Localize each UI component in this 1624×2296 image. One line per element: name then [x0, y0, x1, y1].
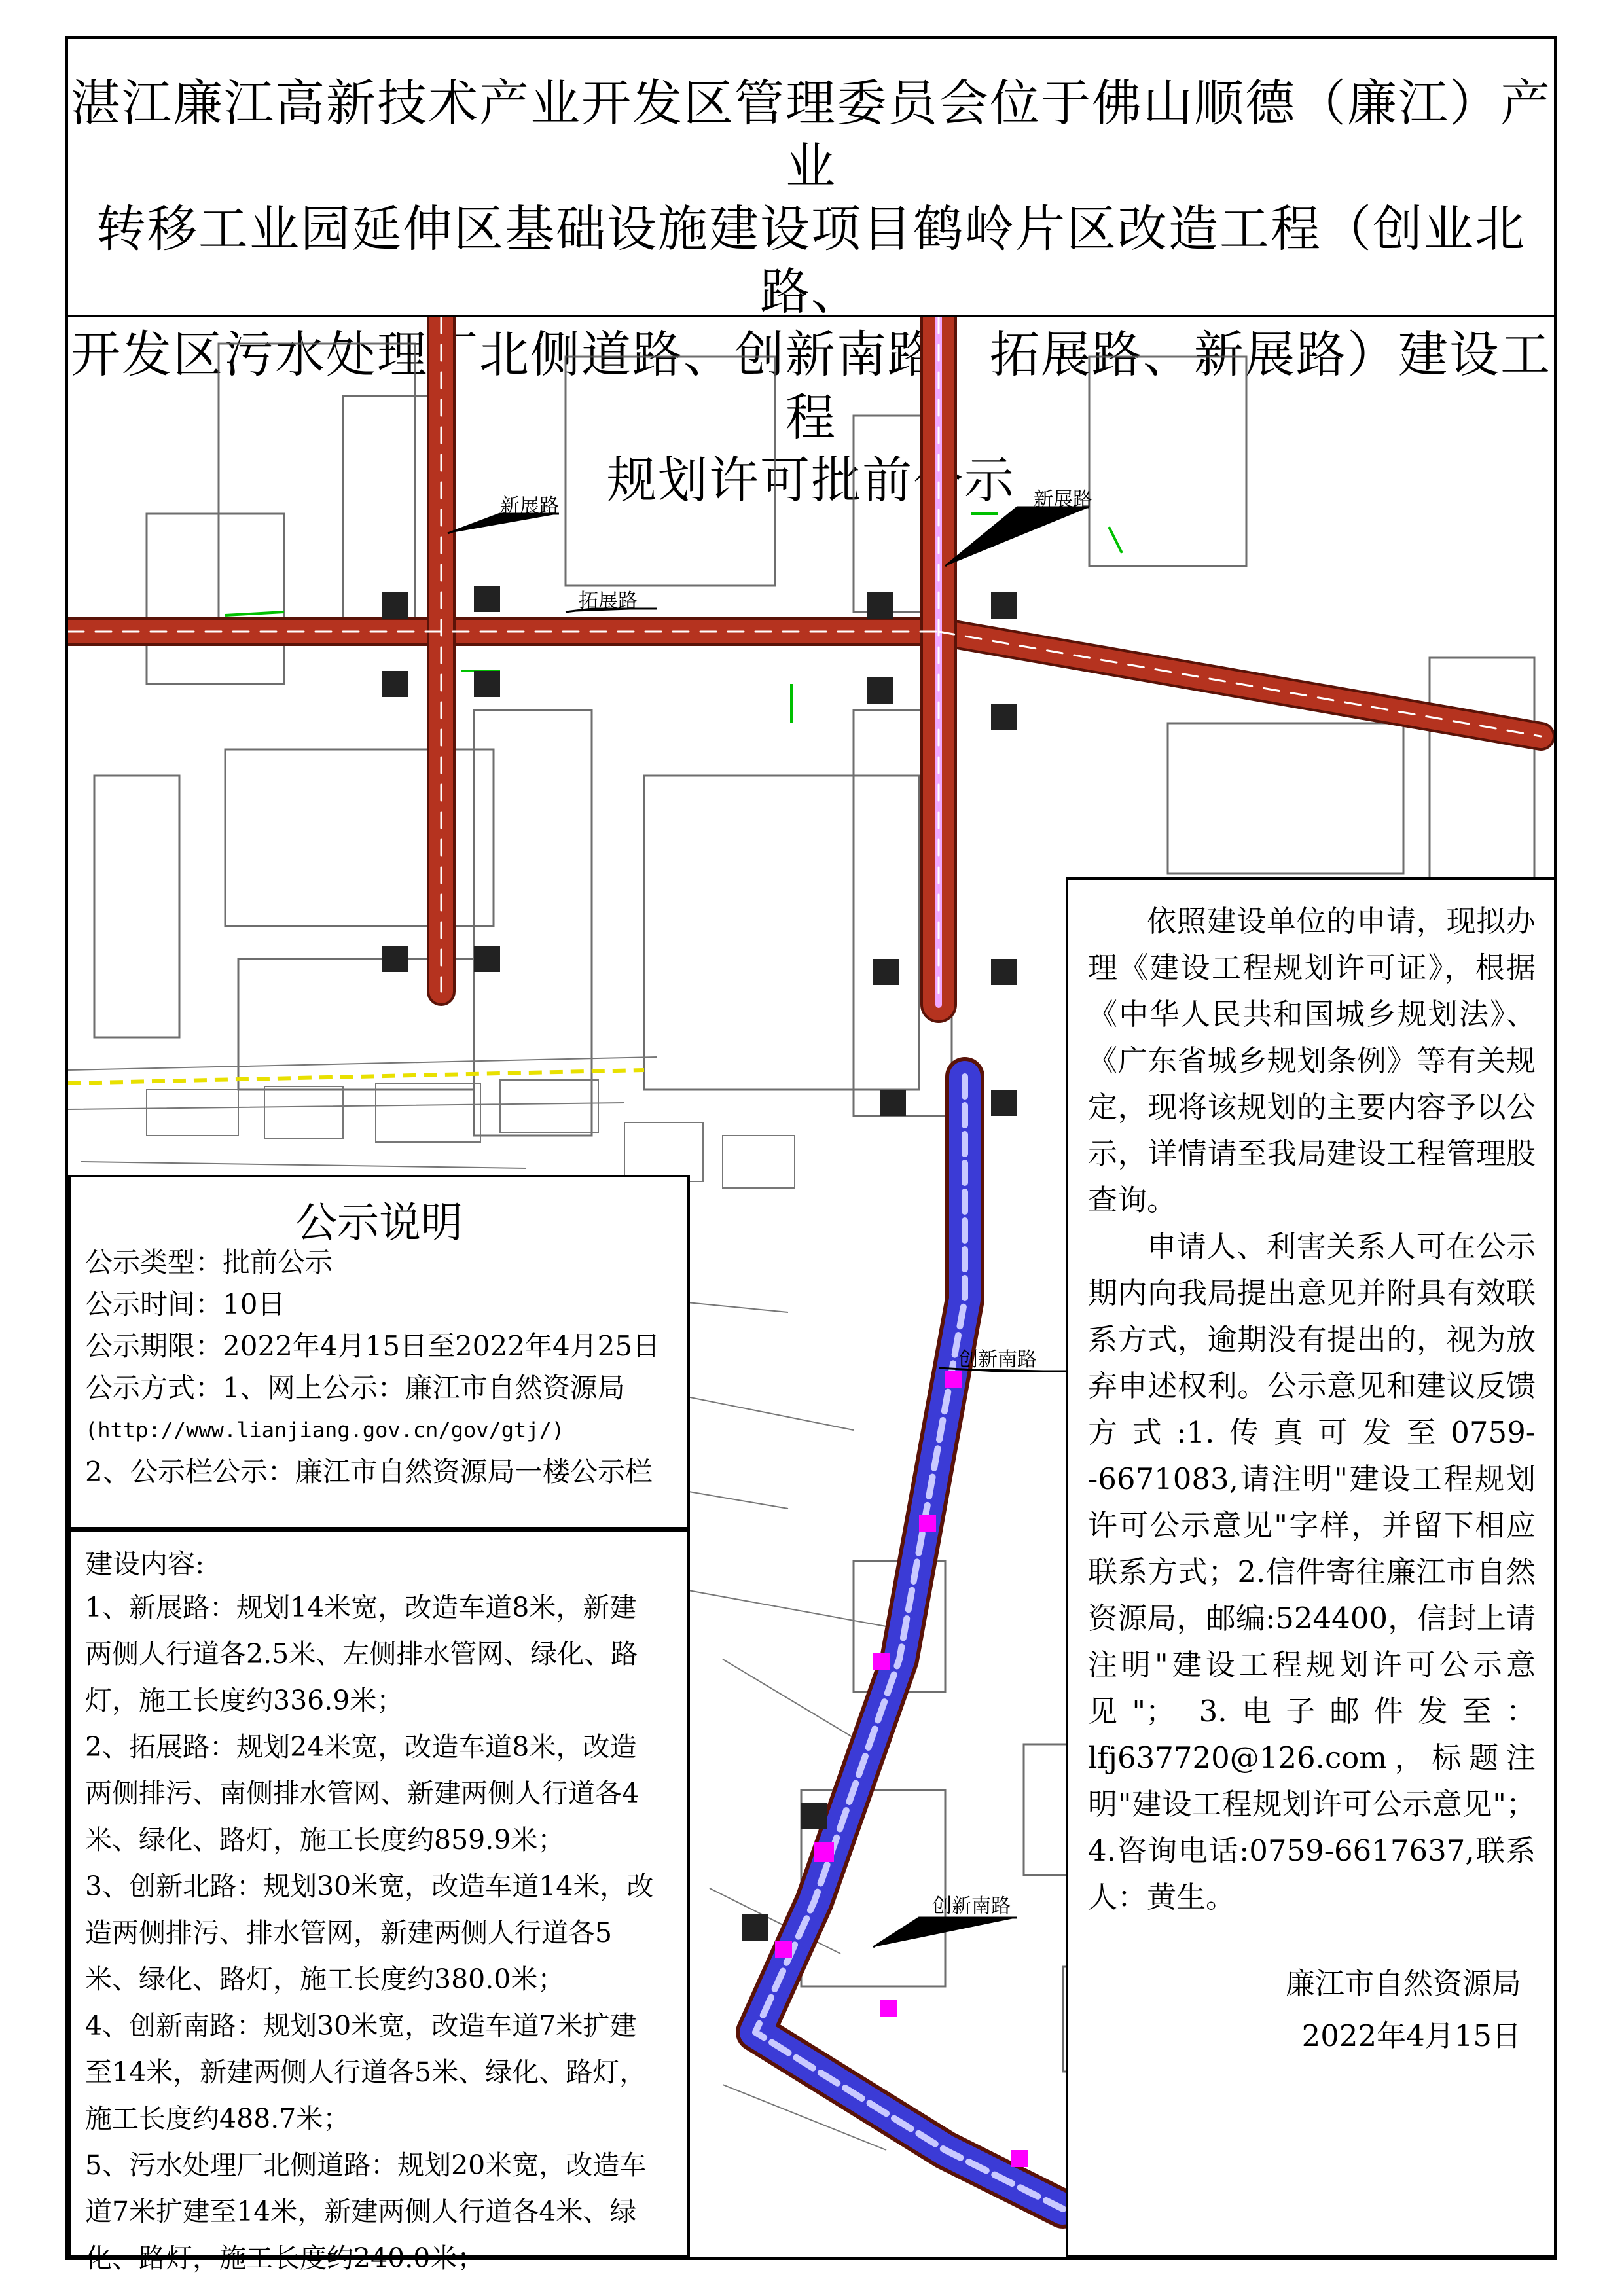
- notice-method: 公示方式：1、网上公示：廉江市自然资源局: [85, 1372, 625, 1404]
- road-label-xinzhan-right: 新展路: [1034, 488, 1092, 511]
- content-item: 至14米，新建两侧人行道各5米、绿化、路灯，: [85, 2056, 647, 2088]
- content-item: 造两侧排污、排水管网，新建两侧人行道各5: [85, 1917, 613, 1948]
- construction-content-panel: [68, 1530, 690, 2274]
- notice-time: 公示时间：10日: [85, 1288, 285, 1320]
- announcement-panel: [1066, 877, 1557, 2257]
- content-item: 2、拓展路：规划24米宽，改造车道8米，改造: [85, 1731, 637, 1763]
- title-line-3: 开发区污水处理厂北侧道路、创新南路、拓展路、新展路）建设工程: [71, 325, 1551, 446]
- issuing-authority: 廉江市自然资源局: [1285, 1966, 1521, 2001]
- content-item: 道7米扩建至14米，新建两侧人行道各4米、绿: [85, 2196, 637, 2227]
- notice-board: 2、公示栏公示：廉江市自然资源局一楼公示栏: [85, 1456, 653, 1488]
- notice-heading: 公示说明: [295, 1199, 463, 1247]
- content-item: 两侧人行道各2.5米、左侧排水管网、绿化、路: [85, 1638, 638, 1670]
- content-item: 3、创新北路：规划30米宽，改造车道14米，改: [85, 1871, 654, 1902]
- content-item: 米、绿化、路灯，施工长度约859.9米；: [85, 1824, 565, 1856]
- road-label-tuozhan: 拓展路: [579, 590, 638, 613]
- title-line-1: 湛江廉江高新技术产业开发区管理委员会位于佛山顺德（廉江）产业: [71, 74, 1551, 195]
- yellow-lot-line: [68, 1070, 644, 1083]
- road-label-chuangxin-lower: 创新南路: [932, 1895, 1011, 1918]
- title-line-4: 规划许可批前公示: [607, 451, 1015, 509]
- notice-type: 公示类型：批前公示: [85, 1246, 333, 1278]
- content-item: 米、绿化、路灯，施工长度约380.0米；: [85, 1964, 565, 1995]
- announcement-paragraph-2: 申请人、利害关系人可在公示期内向我局提出意见并附具有效联系方式，逾期没有提出的，视为放弃申述权利。公示意见和建议反馈方式:1.传真可发至0759--6671083,请注明"建设工程规划许可公示意见"字样，并留下相应联系方式；2.信件寄往廉江市自然资源局，邮编:524400，信封上请注明"建设工程规划许可公示意见"； 3.电子邮件发至：lfj637720@126.com，标题注明"建设工程规划许可公示意见"；4.咨询电话:0759-6617637,联系人：黄生。: [1088, 1229, 1536, 1914]
- notice-period: 公示期限：2022年4月15日至2022年4月25日: [85, 1330, 660, 1362]
- notice-url: (http://www.lianjiang.gov.cn/gov/gtj/): [85, 1418, 565, 1443]
- content-item: 1、新展路：规划14米宽，改造车道8米，新建: [85, 1592, 637, 1623]
- road-label-xinzhan-left: 新展路: [500, 495, 559, 518]
- notice-panel: [68, 1175, 690, 1530]
- content-item: 灯，施工长度约336.9米；: [85, 1685, 404, 1716]
- title-line-2: 转移工业园延伸区基础设施建设项目鹤岭片区改造工程（创业北路、: [96, 200, 1526, 321]
- content-items: [85, 1585, 673, 2282]
- content-heading: 建设内容:: [85, 1548, 205, 1580]
- announcement-paragraph-1: 依照建设单位的申请，现拟办理《建设工程规划许可证》，根据《中华人民共和国城乡规划法》、《广东省城乡规划条例》等有关规定，现将该规划的主要内容予以公示，详情请至我局建设工程管理股查询。: [1088, 904, 1536, 1217]
- content-item: 两侧排污、南侧排水管网、新建两侧人行道各4: [85, 1778, 640, 1809]
- title-block: [65, 36, 1557, 509]
- content-item: 化、路灯，施工长度约240.0米；: [85, 2242, 484, 2274]
- road-label-chuangxin-upper: 创新南路: [958, 1348, 1037, 1371]
- content-item: 5、污水处理厂北侧道路：规划20米宽，改造车: [85, 2149, 647, 2181]
- issue-date: 2022年4月15日: [1301, 2018, 1521, 2053]
- content-item: 4、创新南路：规划30米宽，改造车道7米扩建: [85, 2010, 637, 2041]
- content-item: 施工长度约488.7米；: [85, 2103, 350, 2134]
